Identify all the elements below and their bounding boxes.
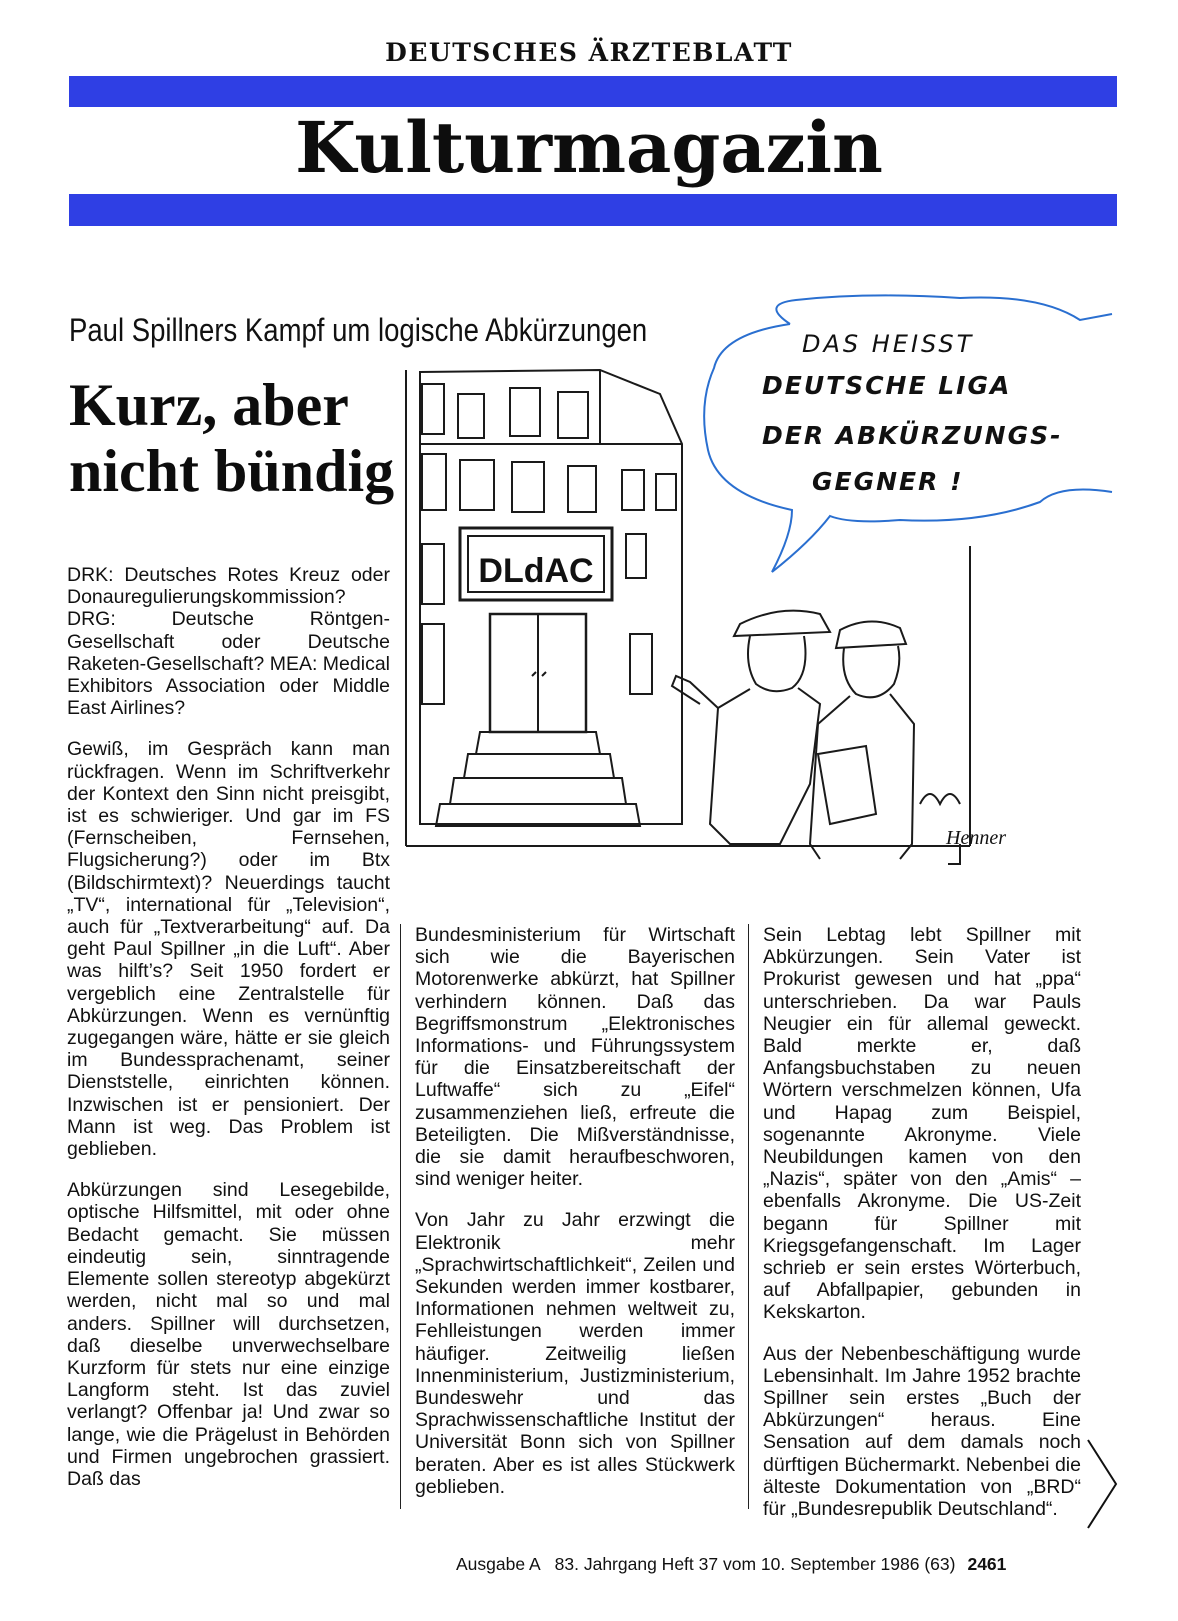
paragraph: Gewiß, im Gespräch kann man rückfragen. Wenn im Schriftverkehr der Kontext den Sinn nicht preisgibt, ist es schwieriger. Und gar im FS (Fernscheiben, Fernsehen, Flugsicherung?) oder im Btx (Bildschirmtext)? Neuerdings taucht „TV“, international für „Television“, auch für „Textverarbeitung“ auf. Da geht Paul Spillner „in die Luft“. Aber was hilft’s? Seit 1950 fordert er vergeblich eine Zentralstelle für Abkürzungen. Wenn es vernünftig zugegangen wäre, hätte er sie gleich im Bundessprachenamt, seiner Dienststelle, einrichten können. Inzwischen ist er pensioniert. Der Mann ist weg. Das Problem ist geblieben. xyxy=(67,738,390,1161)
paragraph: Abkürzungen sind Lesegebilde, optische Hilfsmittel, mit oder ohne Bedacht gemacht. Sie müssen eindeutig sein, sinntragende Elemente sollen stereotyp abgekürzt werden, nicht mal so und mal anders. Spillner will durchsetzen, daß dieselbe unverwechselbare Kurzform für stets nur eine einzige Langform steht. Ist das zuviel verlangt? Offenbar ja! Und zwar so lange, wie die Prägelust in Behörden und Firmen ungebrochen grassiert. Daß das xyxy=(67,1179,390,1490)
article-kicker: Paul Spillners Kampf um logische Abkürzungen xyxy=(69,312,648,348)
column-rule xyxy=(400,924,401,1509)
headline-line-1: Kurz, aber xyxy=(69,372,349,438)
article-column-3 xyxy=(763,924,1081,1539)
footer-edition: Ausgabe A xyxy=(456,1554,541,1574)
article-column-2 xyxy=(415,924,735,1517)
paragraph: Sein Lebtag lebt Spillner mit Abkürzungen. Sein Vater ist Prokurist gewesen und hat „ppa“ unterschrieben. Da war Pauls Neugier ein für allemal geweckt. Bald merkte er, daß Anfangsbuchstaben zu neuen Wörtern verschmelzen können, Ufa und Hapag zum Beispiel, sogenannte Akronyme. Viele Neubildungen kamen von den „Nazis“, später von den „Amis“ – ebenfalls Akronyme. Die US-Zeit begann für Spillner mit Kriegsgefangenschaft. Im Lager schrieb er sein erstes Wörterbuch, auf Abfallpapier, gebunden in Kekskarton. xyxy=(763,924,1081,1324)
bubble-line-1: DAS HEISST xyxy=(802,330,975,358)
article-headline xyxy=(69,372,409,504)
masthead: DEUTSCHES ÄRZTEBLATT xyxy=(385,38,793,67)
page-number: 2461 xyxy=(967,1554,1007,1574)
paragraph: DRK: Deutsches Rotes Kreuz oder Donauregulierungskommission? DRG: Deutsche Röntgen-Gesellschaft oder Deutsche Raketen-Gesellschaft? MEA: Medical Exhibitors Association oder Middle East Airlines? xyxy=(67,564,390,720)
cartoon-sign-text: DLdAC xyxy=(478,552,594,590)
bottom-color-bar xyxy=(69,194,1117,226)
bubble-line-3: DER ABKÜRZUNGS- xyxy=(762,421,1063,450)
cartoon-illustration xyxy=(400,284,1120,904)
bubble-line-2: DEUTSCHE LIGA xyxy=(762,371,1012,400)
cartoon-signature: Henner xyxy=(946,827,1006,849)
page-footer xyxy=(456,1554,1006,1575)
paragraph: Von Jahr zu Jahr erzwingt die Elektronik mehr „Sprachwirtschaftlichkeit“, Zeilen und Sekunden werden immer kostbarer, Informationen nehmen weltweit zu, Fehlleistungen werden immer häufiger. Zeitweilig ließen Innenministerium, Justizministerium, Bundeswehr und das Sprachwissenschaftliche Institut der Universität Bonn sich von Spillner beraten. Aber es ist alles Stückwerk geblieben. xyxy=(415,1209,735,1498)
bubble-line-4: GEGNER ! xyxy=(812,467,964,496)
section-title: Kulturmagazin xyxy=(295,106,883,189)
footer-issue: 83. Jahrgang Heft 37 vom 10. September 1986 (63) xyxy=(554,1554,956,1574)
headline-line-2: nicht bündig xyxy=(69,438,395,504)
column-rule xyxy=(748,924,749,1509)
paragraph: Bundesministerium für Wirtschaft sich wie die Bayerischen Motorenwerke abkürzt, hat Spillner verhindern können. Daß das Begriffsmonstrum „Elektronisches Informations- und Führungssystem für die Einsatzbereitschaft der Luftwaffe“ sich zu „Eifel“ zusammenziehen ließ, erfreute die Beteiligten. Die Mißverständnisse, die sie damit heraufbeschworen, sind weniger heiter. xyxy=(415,924,735,1191)
continue-arrow-icon xyxy=(1086,1438,1118,1530)
article-column-1 xyxy=(67,564,390,1509)
paragraph: Aus der Nebenbeschäftigung wurde Lebensinhalt. Im Jahre 1952 brachte Spillner sein erstes „Buch der Abkürzungen“ heraus. Eine Sensation auf dem damals noch dürftigen Büchermarkt. Nebenbei die älteste Dokumentation von „BRD“ für „Bundesrepublik Deutschland“. xyxy=(763,1342,1081,1521)
